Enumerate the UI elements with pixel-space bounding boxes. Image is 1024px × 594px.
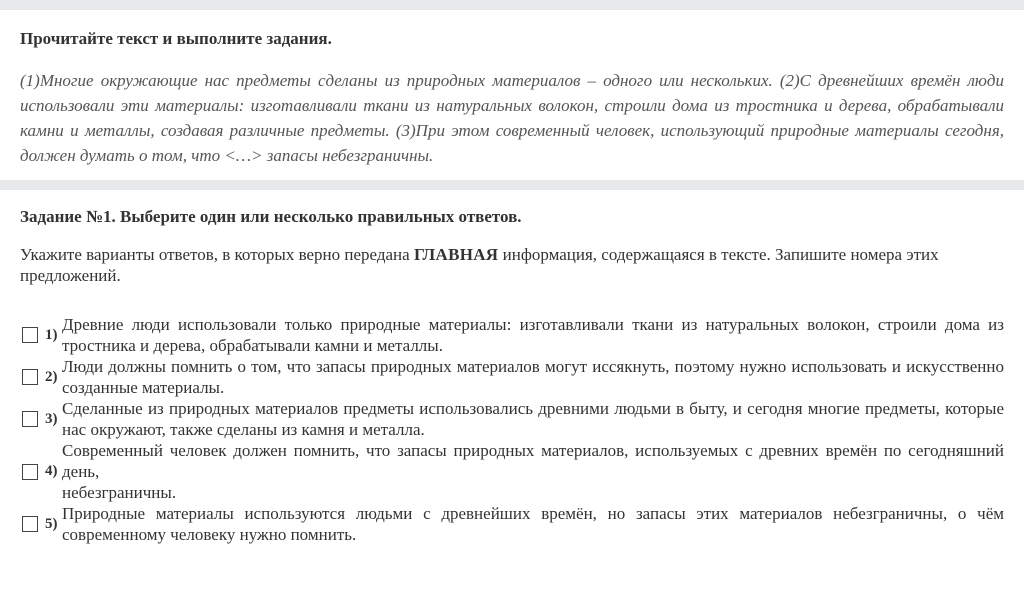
checkbox-option-4[interactable] <box>22 464 38 480</box>
answer-option-5 <box>20 503 1004 545</box>
option-number-1: 1) <box>45 326 58 343</box>
task-heading: Задание №1. Выберите один или несколько правильных ответов. <box>20 207 522 226</box>
answer-option-2 <box>20 356 1004 398</box>
option-text-2: Люди должны помнить о том, что запасы природных материалов могут иссякнуть, поэтому нужно использовать и искусственно созданные материалы. <box>62 357 1004 397</box>
task-prompt <box>20 244 1004 286</box>
option-text-3: Сделанные из природных материалов предметы использовались древними людьми в быту, и сегодня многие предметы, которые нас окружают, также сделаны из камня и металла. <box>62 399 1004 439</box>
reading-heading: Прочитайте текст и выполните задания. <box>20 29 332 48</box>
option-text-4-line-1: Современный человек должен помнить, что запасы природных материалов, используемых с древних времён по сегодняшний день, <box>62 441 1004 481</box>
option-number-4: 4) <box>45 463 58 479</box>
checkbox-option-5[interactable] <box>22 516 38 532</box>
answer-options <box>20 314 1004 545</box>
reading-passage: (1)Многие окружающие нас предметы сделаны из природных материалов – одного или нескольких. (2)С древнейших времён люди использовали эти материалы: изготавливали ткани из натуральных волокон, строили дома из тростника и дерева, обрабатывали камни и металлы, создавая различные предметы. (3)При этом современный человек, использующий природные материалы сегодня, должен думать о том, что <…> запасы небезграничны. <box>20 71 1004 165</box>
checkbox-option-1[interactable] <box>22 327 38 343</box>
task-prompt-emphasis: ГЛАВНАЯ <box>413 245 499 264</box>
reading-text-card <box>0 10 1024 180</box>
option-text-1: Древние люди использовали только природные материалы: изготавливали ткани из натуральных волокон, строили дома из тростника и дерева, обрабатывали камни и металлы. <box>62 315 1004 355</box>
option-number-3: 3) <box>45 410 58 427</box>
task-prompt-after: информация, содержащаяся в тексте. Запишите номера этих предложений. <box>20 245 939 285</box>
option-number-2: 2) <box>45 368 58 385</box>
option-number-5: 5) <box>45 515 58 532</box>
answer-option-1 <box>20 314 1004 356</box>
answer-option-3 <box>20 398 1004 440</box>
option-text-4 <box>62 440 1004 503</box>
option-text-4-line-2: небезграничны. <box>62 483 177 502</box>
task-card <box>0 190 1024 594</box>
task-prompt-before: Укажите варианты ответов, в которых верно передана <box>20 245 414 264</box>
checkbox-option-2[interactable] <box>22 369 38 385</box>
option-text-5: Природные материалы используются людьми с древнейших времён, но запасы этих материалов небезграничны, о чём современному человеку нужно помнить. <box>62 504 1004 544</box>
checkbox-option-3[interactable] <box>22 411 38 427</box>
answer-option-4 <box>20 440 1004 503</box>
